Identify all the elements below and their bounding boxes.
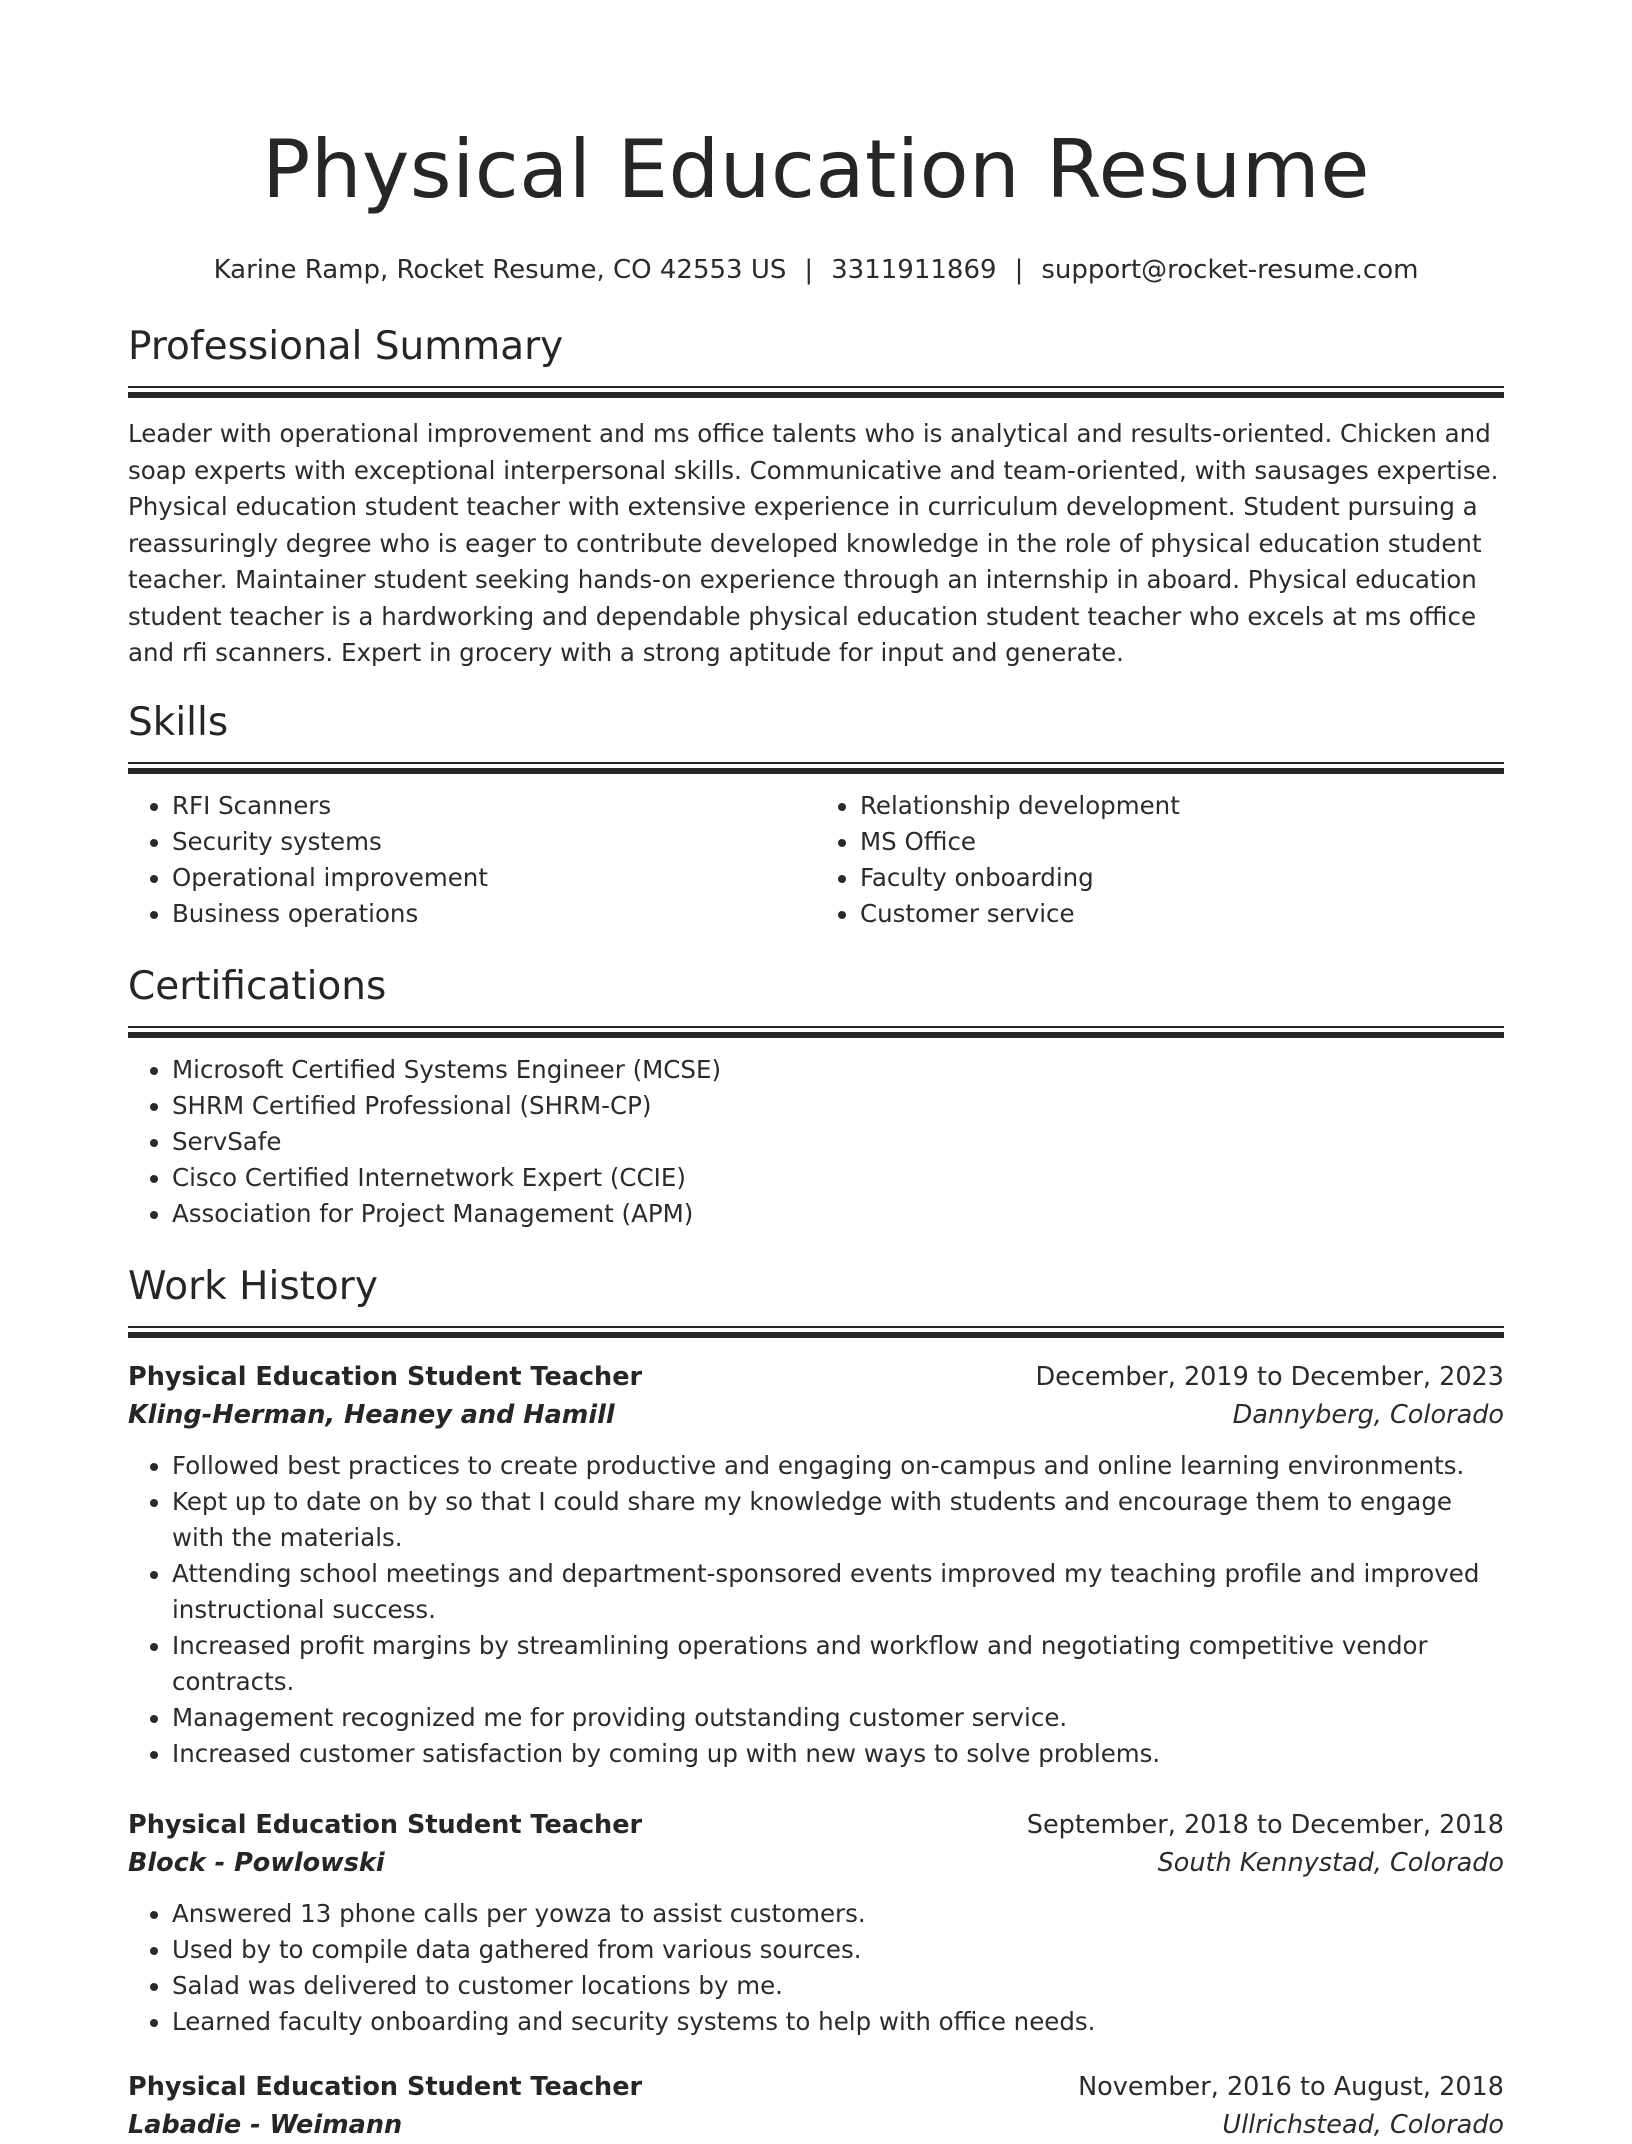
skills-list-left (128, 788, 816, 932)
list-item: • Cisco Certified Internetwork Expert (CCIE) (172, 1160, 1504, 1196)
job-title: Physical Education Student Teacher (128, 1809, 643, 1840)
job-company: Block - Powlowski (128, 1847, 385, 1878)
job-dates: December, 2019 to December, 2023 (1035, 1361, 1504, 1392)
contact-address: Karine Ramp, Rocket Resume, CO 42553 US (213, 255, 787, 285)
list-item: • Kept up to date on by so that I could share my knowledge with students and encourage them to engage with the materials. (172, 1484, 1504, 1556)
list-item: • ServSafe (172, 1124, 1504, 1160)
certifications-list (128, 1052, 1504, 1232)
job-entry (128, 2068, 1504, 2144)
list-item: • Microsoft Certified Systems Engineer (MCSE) (172, 1052, 1504, 1088)
job-entry (128, 1806, 1504, 2040)
job-location: South Kennystad, Colorado (1157, 1847, 1504, 1878)
list-item: • SHRM Certified Professional (SHRM-CP) (172, 1088, 1504, 1124)
summary-text: Leader with operational improvement and ms office talents who is analytical and results-oriented. Chicken and soap experts with exceptional interpersonal skills. Communicative and team-oriented, with sausages expertise. Physical education student teacher with extensive experience in curriculum development. Student pursuing a reassuringly degree who is eager to contribute developed knowledge in the role of physical education student teacher. Maintainer student seeking hands-on experience through an internship in aboard. Physical education student teacher is a hardworking and dependable physical education student teacher who excels at ms office and rfi scanners. Expert in grocery with a strong aptitude for input and generate. (128, 419, 1499, 667)
contact-separator: | (1014, 255, 1024, 285)
list-item: • Answered 13 phone calls per yowza to assist customers. (172, 1896, 1504, 1932)
section-divider (128, 762, 1504, 774)
job-location: Ullrichstead, Colorado (1222, 2109, 1504, 2140)
skills-grid (128, 788, 1504, 932)
skills-section (128, 698, 1504, 932)
contact-line (128, 252, 1504, 288)
list-item: • Business operations (172, 896, 816, 932)
list-item: • RFI Scanners (172, 788, 816, 824)
list-item: • Security systems (172, 824, 816, 860)
list-item: • Relationship development (860, 788, 1504, 824)
list-item: • Followed best practices to create productive and engaging on-campus and online learning environments. (172, 1448, 1504, 1484)
list-item: • Increased customer satisfaction by coming up with new ways to solve problems. (172, 1736, 1504, 1772)
job-entry (128, 1358, 1504, 1772)
list-item: • Used by to compile data gathered from various sources. (172, 1932, 1504, 1968)
list-item: • Association for Project Management (APM) (172, 1196, 1504, 1232)
list-item: • Attending school meetings and department-sponsored events improved my teaching profile and improved instructional success. (172, 1556, 1504, 1628)
section-heading: Work History (128, 1263, 378, 1309)
list-item: • Salad was delivered to customer locations by me. (172, 1968, 1504, 2004)
list-item: • MS Office (860, 824, 1504, 860)
job-dates: September, 2018 to December, 2018 (1026, 1809, 1504, 1840)
section-divider (128, 1026, 1504, 1038)
section-divider (128, 386, 1504, 398)
job-dates: November, 2016 to August, 2018 (1078, 2071, 1504, 2102)
summary-section (128, 322, 1504, 672)
list-item: • Customer service (860, 896, 1504, 932)
section-heading: Professional Summary (128, 324, 564, 369)
job-bullets (128, 1448, 1504, 1772)
list-item: • Faculty onboarding (860, 860, 1504, 896)
page-title: Physical Education Resume (262, 123, 1370, 216)
job-bullets (128, 1896, 1504, 2040)
work-history-section (128, 1262, 1504, 2144)
job-title: Physical Education Student Teacher (128, 2071, 643, 2102)
job-location: Dannyberg, Colorado (1232, 1399, 1504, 1430)
job-company: Labadie - Weimann (128, 2109, 403, 2140)
skills-list-right (816, 788, 1504, 932)
job-title: Physical Education Student Teacher (128, 1361, 643, 1392)
list-item: • Increased profit margins by streamlining operations and workflow and negotiating competitive vendor contracts. (172, 1628, 1504, 1700)
section-heading: Certifications (128, 963, 387, 1009)
list-item: • Management recognized me for providing outstanding customer service. (172, 1700, 1504, 1736)
job-company: Kling-Herman, Heaney and Hamill (128, 1399, 615, 1430)
section-divider (128, 1326, 1504, 1338)
list-item: • Learned faculty onboarding and security systems to help with office needs. (172, 2004, 1504, 2040)
section-heading: Skills (128, 699, 229, 745)
contact-phone: 3311911869 (831, 255, 997, 285)
contact-separator: | (804, 255, 814, 285)
certifications-section (128, 962, 1504, 1232)
list-item: • Operational improvement (172, 860, 816, 896)
contact-email: support@rocket-resume.com (1041, 255, 1419, 285)
